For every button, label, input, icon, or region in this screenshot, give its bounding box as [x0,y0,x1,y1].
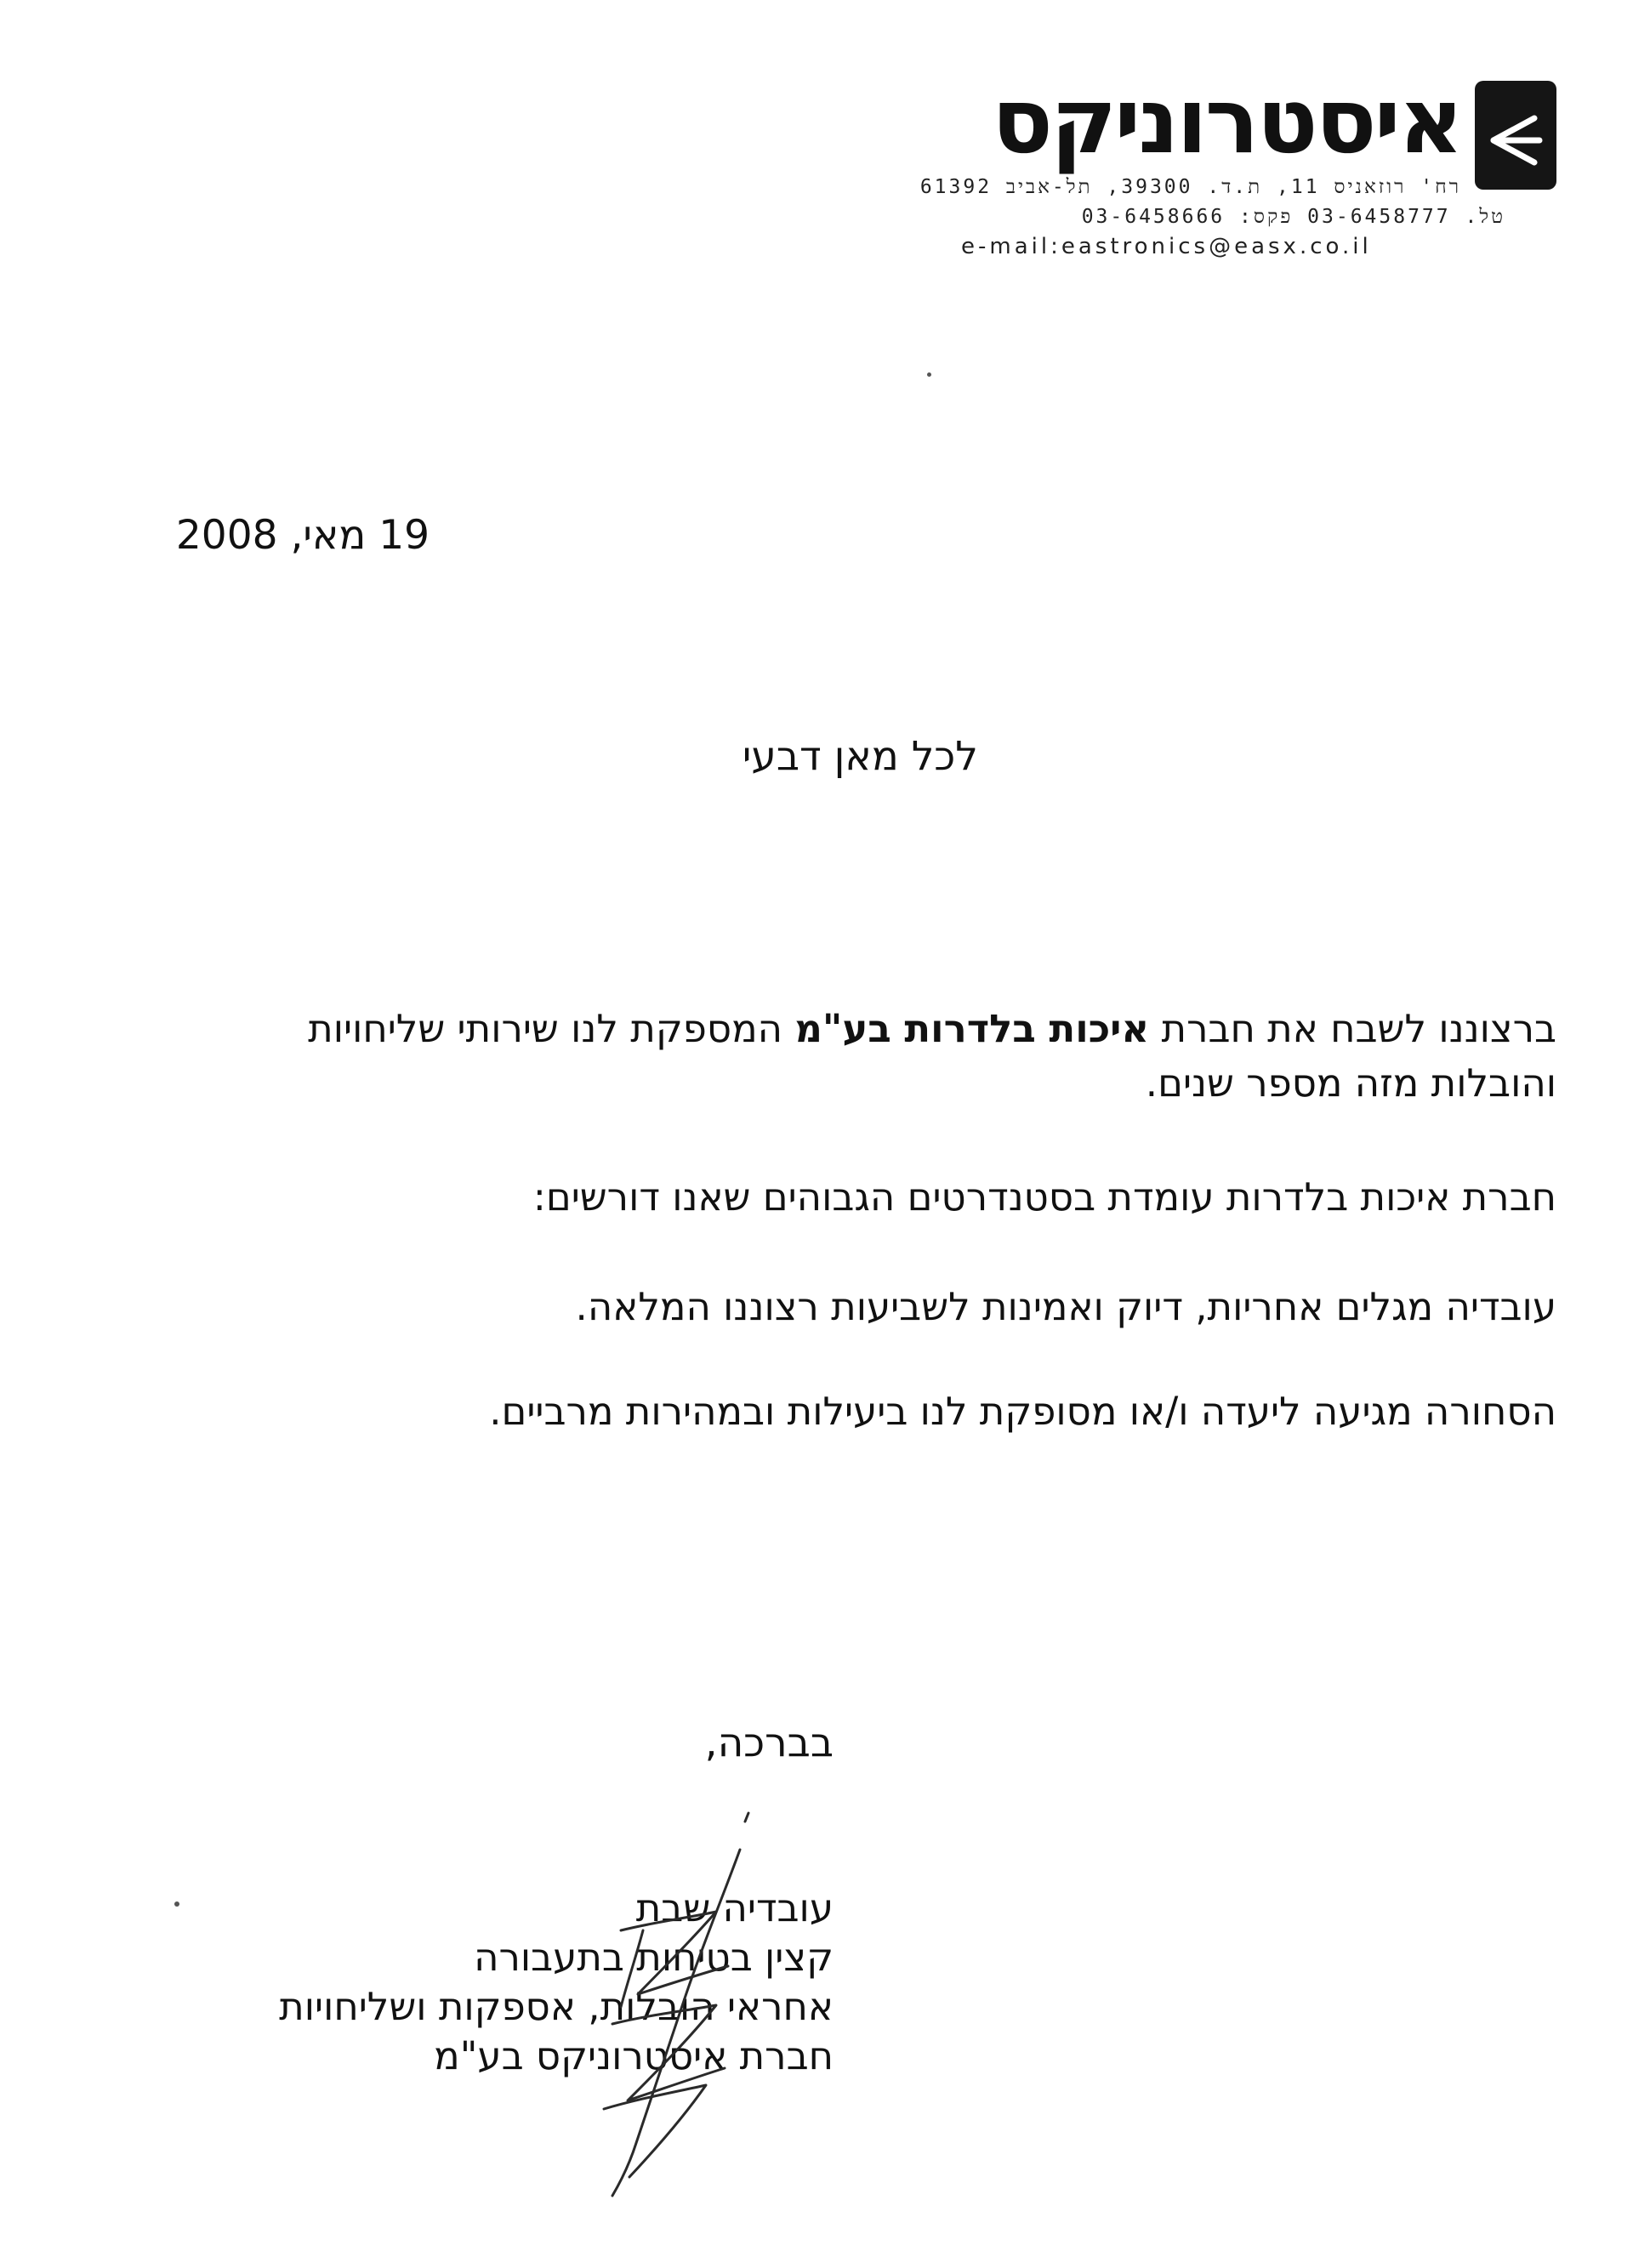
signer-name: עובדיה שבת [635,1885,834,1930]
paragraph-4: הסחורה מגיעה ליעדה ו/או מסופקת לנו ביעילות ובמהירות מרביים. [489,1389,1556,1434]
arrow-left-logo-icon [1475,81,1556,190]
company-email: e-mail:eastronics@easx.co.il [961,234,1372,259]
speck-dot [927,372,931,377]
paragraph-2: חברת איכות בלדרות עומדת בסטנדרטים הגבוהים שאנו דורשים: [532,1174,1556,1219]
company-name: איסטרוניקס [992,69,1461,173]
signer-title: קצין בטיחות בתעבורה [474,1935,834,1980]
paragraph-1-line-1 [111,1002,1556,1056]
company-praised: איכות בלדרות בע"מ [794,1006,1150,1051]
paragraph-1-line-2: והובלות מזה מספר שנים. [1145,1060,1556,1106]
paragraph-1-pre: ברצוננו לשבח את חברת [1149,1006,1556,1051]
company-phones: טל. 03-6458777 פקס: 03-6458666 [1081,206,1505,228]
salutation: לכל מאן דבעי [742,733,978,780]
speck-dot [174,1901,179,1907]
letter-date: 19 מאי, 2008 [175,512,430,559]
letterhead [919,69,1556,268]
signer-role: אחראי הובלות, אספקות ושליחויות [279,1984,834,2029]
handwritten-signature [493,1803,765,2203]
closing: בברכה, [704,1719,834,1766]
signer-company: חברת איסטרוניקס בע"מ [434,2033,834,2078]
company-address: רח' רוזאניס 11, ת.ד. 39300, תל-אביב 61392 [919,176,1461,198]
paragraph-1 [111,1002,1556,1111]
paragraph-3: עובדיה מגלים אחריות, דיוק ואמינות לשביעות רצוננו המלאה. [575,1284,1556,1329]
paragraph-1-post: המספקת לנו שירותי שליחויות [308,1006,795,1051]
